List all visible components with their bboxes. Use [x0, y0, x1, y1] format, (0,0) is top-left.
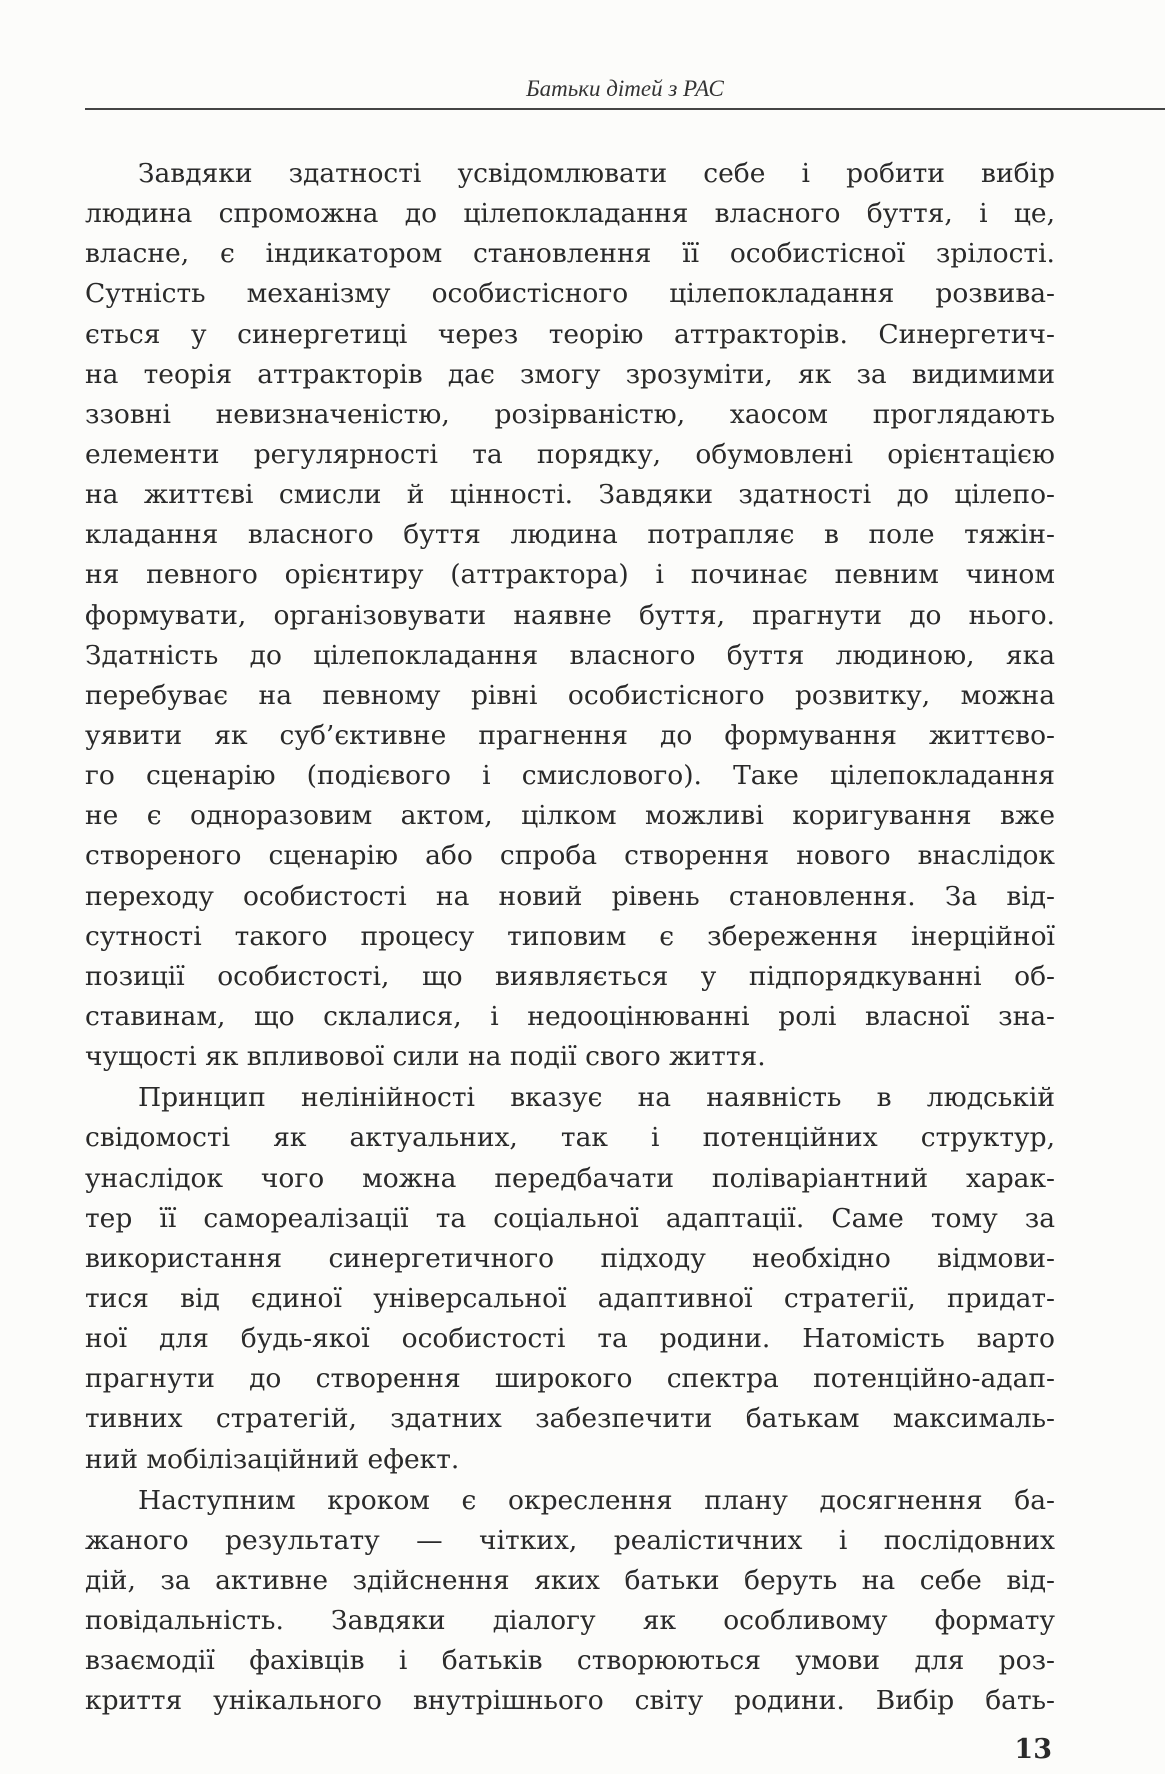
paragraph-1 — [85, 154, 1055, 1077]
text-line: ставинам, що склалися, і недооцінюванні ролі власної зна- — [85, 1000, 1055, 1032]
text-line: чущості як впливової сили на події свого життя. — [85, 1041, 766, 1073]
text-line: Сутність механізму особистісного цілепокладання розвива- — [85, 278, 1055, 310]
running-header: Батьки дітей з РАС — [526, 76, 724, 101]
text-line: ззовні невизначеністю, розірваністю, хаосом проглядають — [85, 398, 1055, 430]
text-line: тися від єдиної універсальної адаптивної стратегії, придат- — [85, 1282, 1055, 1314]
text-line: ний мобілізаційний ефект. — [85, 1443, 460, 1475]
text-line: ється у синергетиці через теорію аттракторів. Синергетич- — [85, 318, 1055, 350]
text-line: жаного результату — чітких, реалістичних і послідовних — [85, 1524, 1055, 1556]
text-line: го сценарію (подієвого і смислового). Таке цілепокладання — [85, 760, 1055, 792]
text-line: дій, за активне здійснення яких батьки беруть на себе від- — [85, 1564, 1055, 1596]
text-line: Наступним кроком є окреслення плану досягнення ба- — [138, 1484, 1055, 1516]
text-line: ної для будь-якої особистості та родини. Натомість варто — [85, 1323, 1055, 1355]
text-line: уявити як суб’єктивне прагнення до формування життєво- — [85, 719, 1055, 751]
text-line: взаємодії фахівців і батьків створюються умови для роз- — [85, 1645, 1055, 1677]
body-text — [85, 154, 1055, 1721]
page-number: 13 — [1014, 1734, 1052, 1765]
text-line: людина спроможна до цілепокладання власного буття, і це, — [85, 198, 1055, 230]
text-line: на теорія аттракторів дає змогу зрозуміти, як за видимими — [85, 358, 1055, 390]
text-line: кладання власного буття людина потрапляє в поле тяжін- — [85, 519, 1055, 551]
text-line: Завдяки здатності усвідомлювати себе і робити вибір — [138, 158, 1055, 189]
text-line: перебуває на певному рівні особистісного розвитку, можна — [85, 679, 1055, 711]
text-line: ня певного орієнтиру (аттрактора) і починає певним чином — [85, 559, 1055, 591]
text-line: власне, є індикатором становлення її особистісної зрілості. — [85, 238, 1055, 270]
text-line: свідомості як актуальних, так і потенційних структур, — [85, 1122, 1055, 1154]
text-line: не є одноразовим актом, цілком можливі коригування вже — [85, 800, 1055, 832]
paragraph-3 — [85, 1481, 1055, 1722]
text-line: прагнути до створення широкого спектра потенційно-адап- — [85, 1363, 1055, 1395]
text-line: Принцип нелінійності вказує на наявність в людській — [138, 1082, 1055, 1114]
text-line: створеного сценарію або спроба створення нового внаслідок — [85, 840, 1055, 872]
text-line: елементи регулярності та порядку, обумовлені орієнтацією — [85, 438, 1055, 470]
header-rule — [85, 108, 1165, 110]
text-line: використання синергетичного підходу необхідно відмови- — [85, 1242, 1055, 1274]
text-line: тивних стратегій, здатних забезпечити батькам максималь- — [85, 1403, 1055, 1435]
text-line: формувати, організовувати наявне буття, прагнути до нього. — [85, 599, 1055, 631]
text-line: повідальність. Завдяки діалогу як особливому формату — [85, 1605, 1055, 1637]
text-line: унаслідок чого можна передбачати поліваріантний харак- — [85, 1162, 1055, 1194]
text-line: Здатність до цілепокладання власного буття людиною, яка — [85, 639, 1055, 671]
text-line: позиції особистості, що виявляється у підпорядкуванні об- — [85, 960, 1055, 992]
text-line: сутності такого процесу типовим є збереження інерційної — [85, 920, 1055, 952]
text-line: переходу особистості на новий рівень становлення. За від- — [85, 880, 1055, 912]
text-line: на життєві смисли й цінності. Завдяки здатності до цілепо- — [85, 479, 1055, 511]
text-line: тер її самореалізації та соціальної адаптації. Саме тому за — [85, 1202, 1055, 1234]
text-line: криття унікального внутрішнього світу родини. Вибір бать- — [85, 1685, 1055, 1717]
paragraph-2 — [85, 1078, 1055, 1479]
